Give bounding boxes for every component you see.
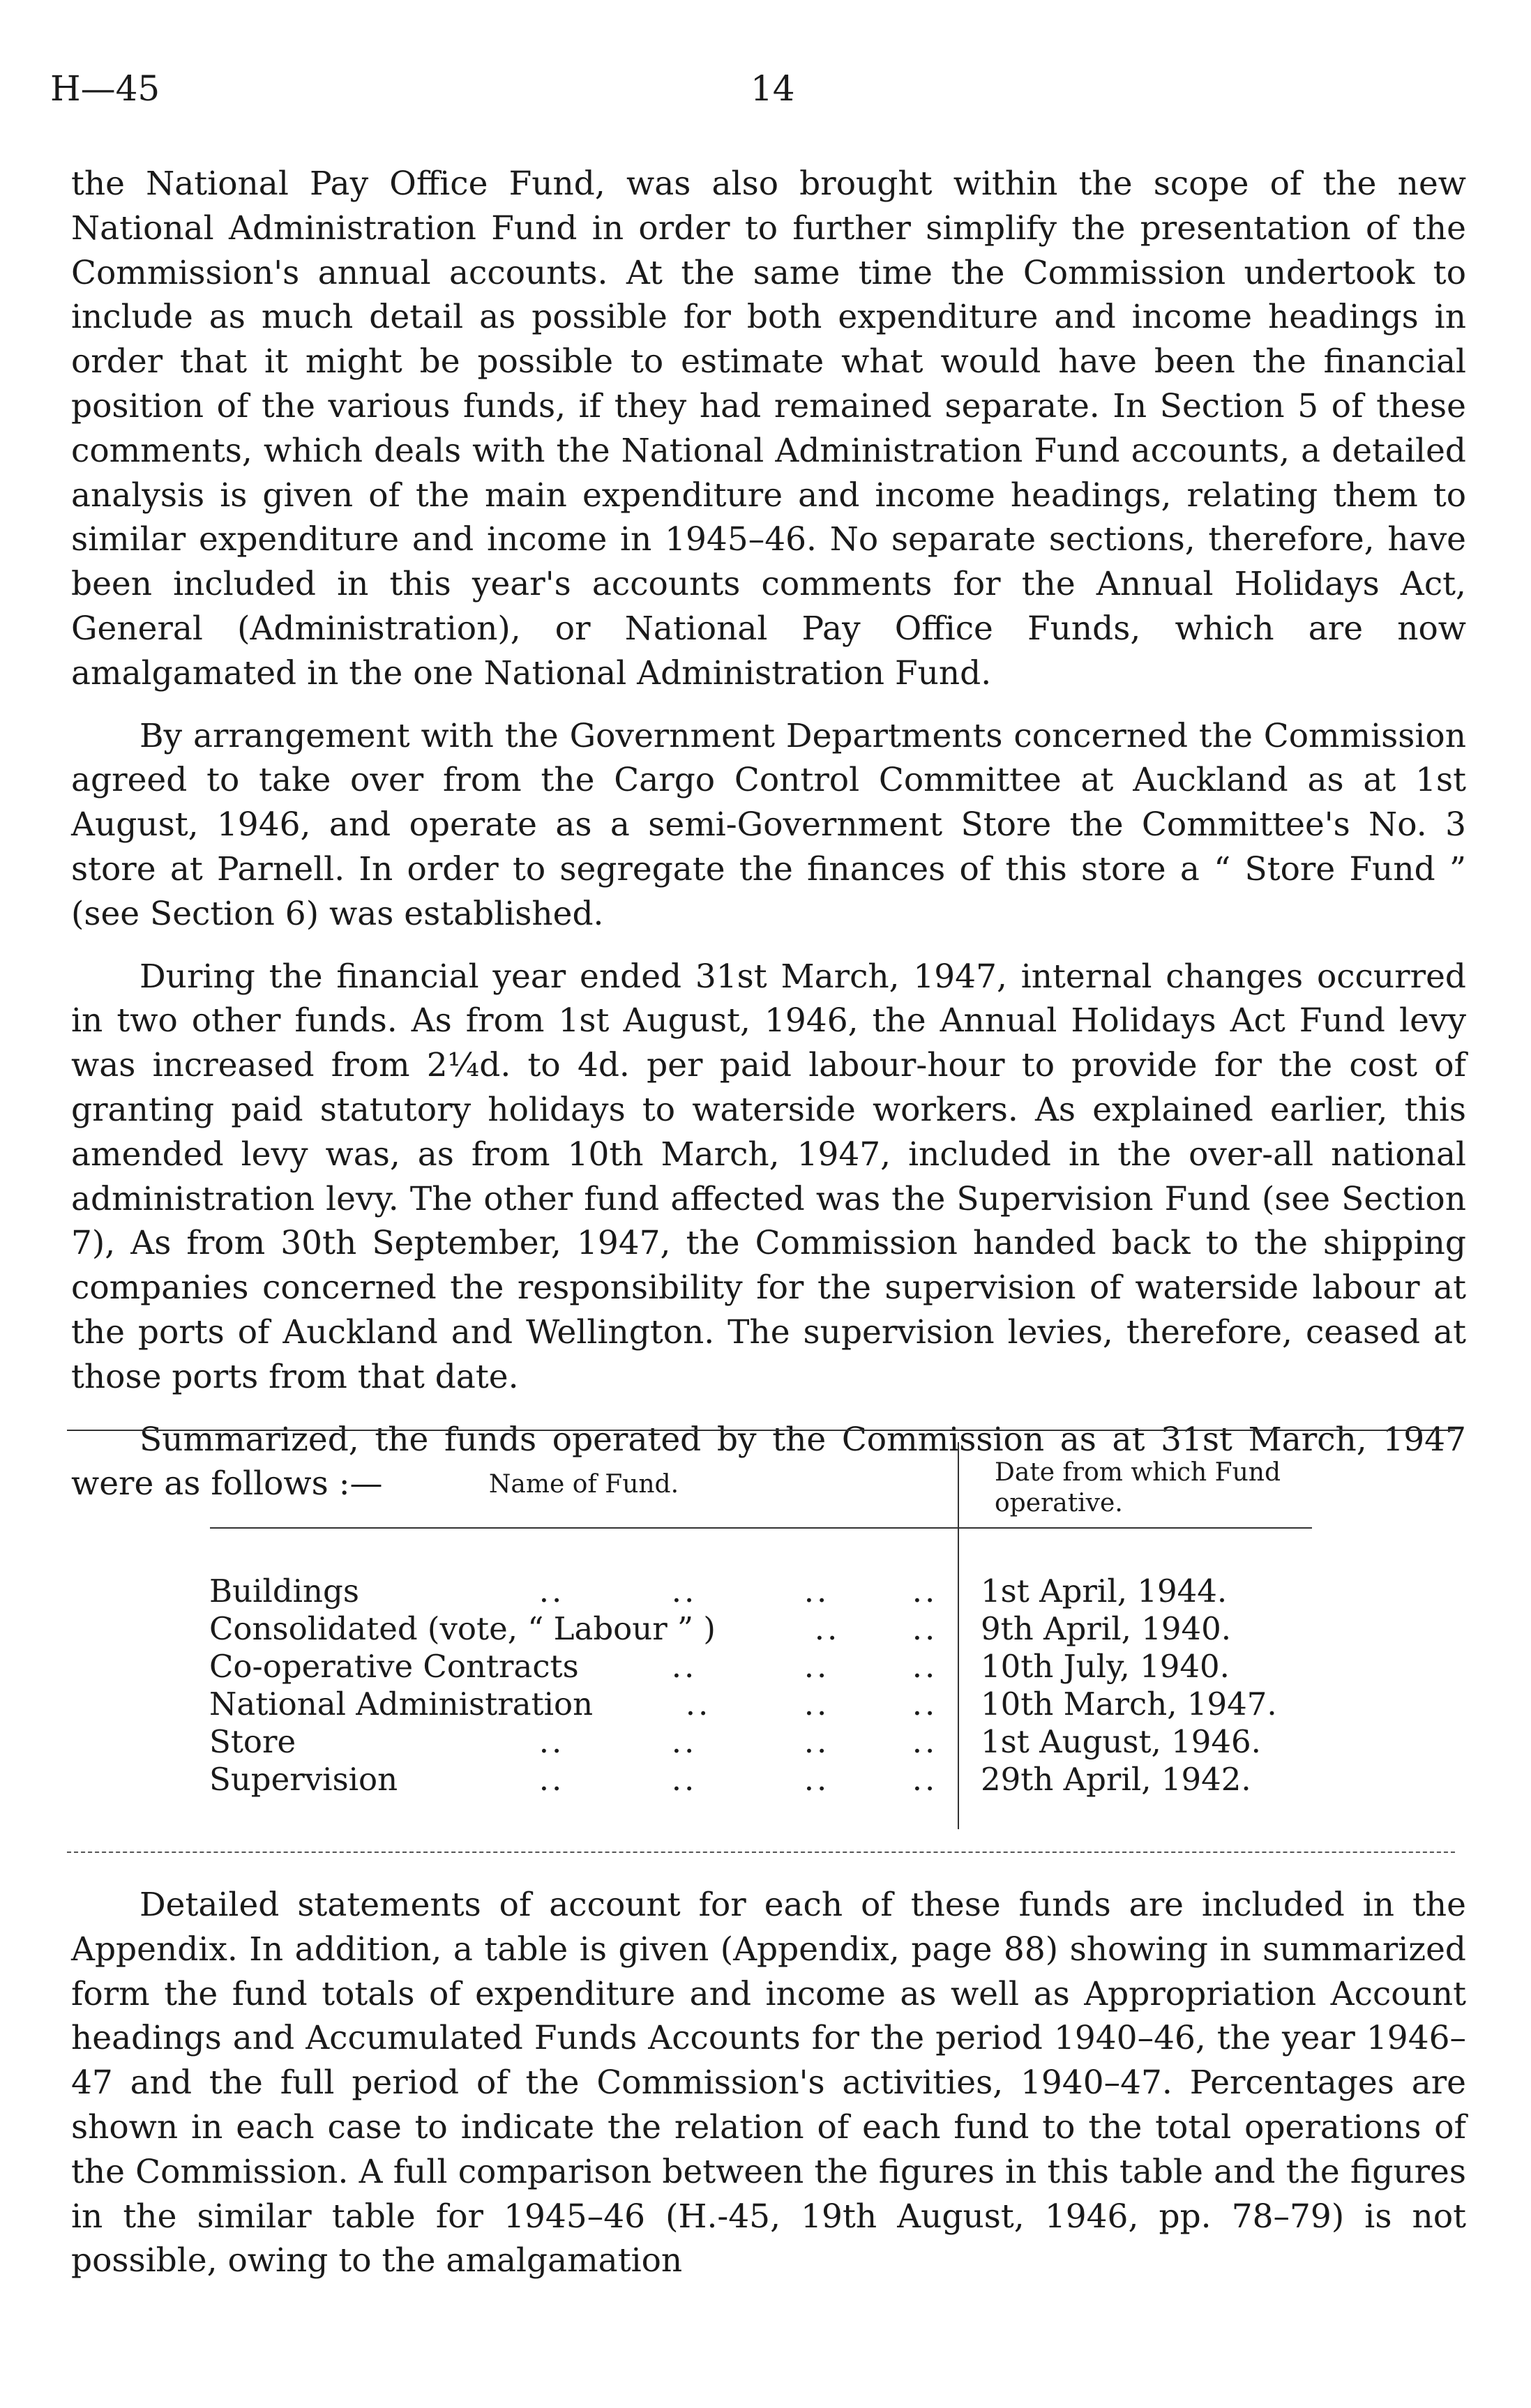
paragraph: During the financial year ended 31st March, 1947, internal changes occurred in two other funds. As from 1st August, 1946, the Annual Holidays Act Fund levy was increased from 2¼d. to 4d. per paid labour-hour to provide for the cost of granting paid statutory holidays to waterside workers. As explained earlier, this amended levy was, as from 10th March, 1947, included in the over-all national administration levy. The other fund affected was the Supervision Fund (see Section 7), As from 30th September, 1947, the Commission handed back to the shipping companies concerned the responsibility for the supervision of waterside labour at the ports of Auckland and Wellington. The supervision levies, therefore, ceased at those ports from that date. [71,957,1466,1396]
body-text [71,162,1466,1506]
dot-leader: .. [804,1686,830,1722]
table-row [67,1648,1455,1687]
fund-name: Store [209,1723,296,1760]
dot-leader: .. [912,1686,938,1722]
fund-date: 1st April, 1944. [981,1573,1228,1610]
fund-date: 1st August, 1946. [981,1723,1261,1760]
dot-leader: .. [538,1761,565,1798]
dot-leader: .. [671,1648,697,1685]
dot-leader: .. [804,1648,830,1685]
table-row [67,1723,1455,1762]
dot-leader: .. [538,1723,565,1760]
fund-table [67,1430,1455,1855]
table-header-rule [210,1527,1312,1529]
dot-leader: .. [804,1723,830,1760]
table-bottom-rule [67,1852,1455,1853]
fund-date: 9th April, 1940. [981,1610,1232,1647]
fund-name: Co-operative Contracts [209,1648,579,1685]
paragraph: By arrangement with the Government Departments concerned the Commission agreed to take over from the Cargo Control Committee at Auckland as at 1st August, 1946, and operate as a semi-Government Store the Committee's No. 3 store at Parnell. In order to segregate the finances of this store a “ Store Fund ” (see Section 6) was established. [71,716,1466,933]
table-row [67,1686,1455,1725]
closing-paragraph: Detailed statements of account for each of these funds are included in the Appendix. In addition, a table is given (Appendix, page 88) showing in summarized form the fund totals of expenditure and income as well as Appropriation Account headings and Accumulated Funds Accounts for the period 1940–46, the year 1946–47 and the full period of the Commission's activities, 1940–47. Percentages are shown in each case to indicate the relation of each fund to the total operations of the Commission. A full comparison between the figures in this table and the figures in the similar table for 1945–46 (H.-45, 19th August, 1946, pp. 78–79) is not possible, owing to the amalgamation [71,1886,1466,2280]
column-header-name: Name of Fund. [488,1470,679,1499]
fund-name: National Administration [209,1686,594,1722]
fund-name: Buildings [209,1573,359,1610]
table-row [67,1610,1455,1649]
table-row [67,1761,1455,1800]
fund-name: Supervision [209,1761,398,1798]
dot-leader: .. [671,1723,697,1760]
dot-leader: .. [671,1573,697,1610]
page-number: 14 [751,68,795,109]
dot-leader: .. [912,1573,938,1610]
dot-leader: .. [538,1573,565,1610]
column-header-date: Date from which Fund operative. [995,1458,1281,1517]
table-row [67,1573,1455,1612]
dot-leader: .. [912,1761,938,1798]
paragraph: Summarized, the funds operated by the Commission as at 31st March, 1947 were as follows :— [71,1420,1466,1504]
table-top-rule [67,1430,1455,1431]
dot-leader: .. [912,1723,938,1760]
fund-date: 29th April, 1942. [981,1761,1251,1798]
dot-leader: .. [814,1610,840,1647]
dot-leader: .. [912,1610,938,1647]
dot-leader: .. [685,1686,711,1722]
document-reference: H—45 [50,68,160,109]
dot-leader: .. [912,1648,938,1685]
dot-leader: .. [671,1761,697,1798]
dot-leader: .. [804,1761,830,1798]
fund-date: 10th July, 1940. [981,1648,1230,1685]
fund-date: 10th March, 1947. [981,1686,1277,1722]
fund-name: Consolidated (vote, “ Labour ” ) [209,1610,716,1647]
paragraph: the National Pay Office Fund, was also brought within the scope of the new National Administration Fund in order to further simplify the presentation of the Commission's annual accounts. At the same time the Commission undertook to include as much detail as possible for both expenditure and income headings in order that it might be possible to estimate what would have been the financial position of the various funds, if they had remained separate. In Section 5 of these comments, which deals with the National Administration Fund accounts, a detailed analysis is given of the main expenditure and income headings, relating them to similar expenditure and income in 1945–46. No separate sections, therefore, have been included in this year's accounts comments for the Annual Holidays Act, General (Administration), or National Pay Office Funds, which are now amalgamated in the one National Administration Fund. [71,165,1466,692]
dot-leader: .. [804,1573,830,1610]
page-header [0,68,1531,124]
